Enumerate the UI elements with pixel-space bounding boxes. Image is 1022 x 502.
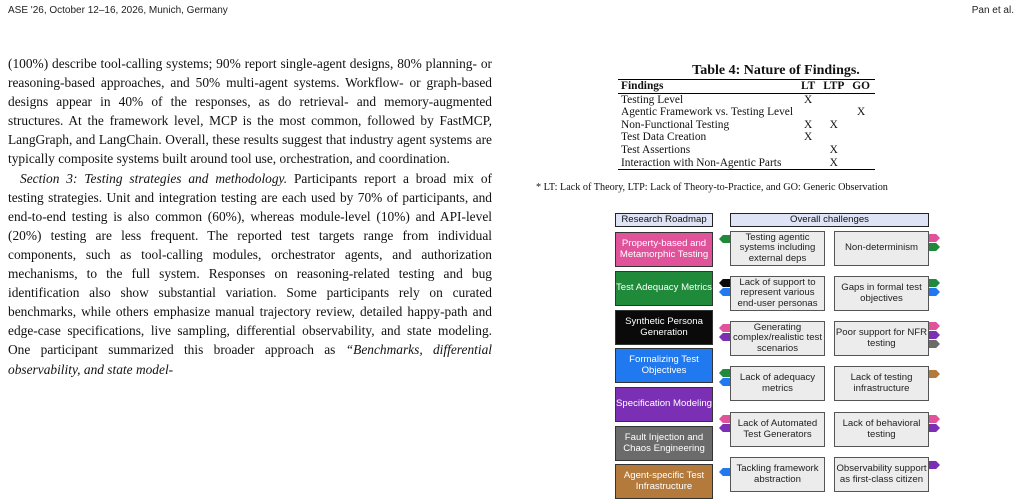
table-header-row	[618, 80, 875, 94]
cell-ltp: X	[829, 143, 838, 156]
finding-name: Testing Level	[621, 93, 684, 106]
cell-lt: X	[803, 131, 813, 144]
tag-marker-formalizing-objectives	[719, 378, 730, 386]
cell-ltp: X	[829, 118, 838, 131]
tag-marker-property-based	[929, 322, 940, 330]
table-row	[618, 157, 875, 170]
tag-marker-specification-modeling	[929, 424, 940, 432]
cell-lt: X	[803, 93, 813, 106]
left-text-column	[8, 54, 492, 379]
tag-marker-test-adequacy	[929, 243, 940, 251]
challenge-non-determinism: Non-determinism	[834, 231, 929, 266]
cell-ltp	[820, 131, 849, 144]
cell-lt	[798, 106, 820, 119]
tag-marker-property-based	[929, 234, 940, 242]
tag-marker-property-based	[719, 324, 730, 332]
tag-marker-specification-modeling	[929, 461, 940, 469]
tag-marker-specification-modeling	[929, 331, 940, 339]
finding-name: Test Data Creation	[621, 131, 707, 144]
finding-name: Agentic Framework vs. Testing Level	[621, 106, 794, 119]
challenge-adequacy-metrics: Lack of adequacy metrics	[730, 366, 825, 401]
tag-marker-formalizing-objectives	[719, 468, 730, 476]
cell-lt	[798, 157, 820, 170]
roadmap-item-test-adequacy-metrics: Test Adequacy Metrics	[615, 271, 713, 306]
tag-marker-formalizing-objectives	[719, 288, 730, 296]
paragraph-section3	[8, 169, 492, 379]
col-header-ltp: LTP	[820, 80, 849, 94]
tag-marker-property-based	[719, 415, 730, 423]
tag-marker-test-adequacy	[929, 279, 940, 287]
section3-text: Participants report a broad mix of testing strategies. Unit and integration testing are each used by 70% of participants, and end-to-end testing is also common (60%), whereas module-level (10%) and API-level (20%) testing are less frequent. The reported test targets range from individual components, such as tool-calling modules, orchestrator agents, and authorization mechanisms, to the full system. Responses on reasoning-related testing and bug identification also show substantial variation. Some participants rely on curated benchmarks, while others emphasize manual trajectory review, detailed happy-path and edge-case specifications, live sampling, differential observability, and state modeling. One participant summarized this broader approach as	[8, 170, 492, 358]
col-header-findings: Findings	[618, 80, 798, 94]
running-header-authors: Pan et al.	[971, 5, 1014, 16]
tag-marker-property-based	[929, 415, 940, 423]
roadmap-item-property-based-testing: Property-based and Metamorphic Testing	[615, 232, 713, 267]
running-header-venue: ASE '26, October 12–16, 2026, Munich, Germany	[8, 5, 228, 16]
tag-marker-test-adequacy	[719, 369, 730, 377]
table-row	[618, 144, 875, 157]
table4-caption: Table 4: Nature of Findings.	[692, 63, 860, 78]
cell-go	[849, 119, 875, 132]
cell-lt: X	[803, 118, 813, 131]
challenge-formal-objectives: Gaps in formal test objectives	[834, 276, 929, 311]
table-row	[618, 119, 875, 132]
challenge-end-user-personas: Lack of support to represent various end-user personas	[730, 276, 825, 311]
tag-marker-specification-modeling	[719, 424, 730, 432]
tag-marker-synthetic-persona	[719, 279, 730, 287]
cell-go: X	[857, 106, 866, 119]
cell-go	[849, 144, 875, 157]
challenge-nfr-testing: Poor support for NFR testing	[834, 321, 929, 356]
challenge-external-deps: Testing agentic systems including external deps	[730, 231, 825, 266]
section3-heading: Section 3: Testing strategies and methodology.	[20, 170, 288, 186]
challenge-framework-abstraction: Tackling framework abstraction	[730, 457, 825, 492]
cell-go	[849, 131, 875, 144]
cell-ltp	[820, 93, 849, 106]
participant-quote: “Benchmarks, differential observability, and state model-	[8, 342, 492, 377]
challenge-observability: Observability support as first-class citizen	[834, 457, 929, 492]
roadmap-item-synthetic-persona: Synthetic Persona Generation	[615, 310, 713, 345]
roadmap-item-specification-modeling: Specification Modeling	[615, 387, 713, 422]
col-header-go: GO	[849, 80, 875, 94]
challenge-test-generators: Lack of Automated Test Generators	[730, 412, 825, 447]
finding-name: Non-Functional Testing	[621, 118, 730, 131]
table-row	[618, 93, 875, 106]
cell-ltp	[820, 106, 849, 119]
challenge-testing-infrastructure: Lack of testing infrastructure	[834, 366, 929, 401]
cell-go	[849, 157, 875, 170]
table-row	[618, 131, 875, 144]
roadmap-item-fault-injection: Fault Injection and Chaos Engineering	[615, 426, 713, 461]
table-row	[618, 106, 875, 119]
tag-marker-agent-infrastructure	[929, 370, 940, 378]
challenges-header: Overall challenges	[730, 213, 929, 227]
tag-marker-test-adequacy	[719, 235, 730, 243]
cell-ltp: X	[820, 157, 849, 170]
tag-marker-formalizing-objectives	[929, 288, 940, 296]
col-header-lt: LT	[798, 80, 820, 94]
tag-marker-specification-modeling	[719, 333, 730, 341]
cell-go	[849, 93, 875, 106]
challenge-test-scenarios: Generating complex/realistic test scenarios	[730, 321, 825, 356]
finding-name: Test Assertions	[621, 143, 691, 156]
table4-nature-of-findings	[618, 79, 875, 170]
roadmap-header: Research Roadmap	[615, 213, 713, 227]
finding-name: Interaction with Non-Agentic Parts	[618, 157, 798, 170]
tag-marker-fault-injection	[929, 340, 940, 348]
cell-lt	[798, 144, 820, 157]
table4-footnote: * LT: Lack of Theory, LTP: Lack of Theory-to-Practice, and GO: Generic Observation	[536, 182, 888, 193]
paragraph-agent-architectures: (100%) describe tool-calling systems; 90% report single-agent designs, 80% planning- or reasoning-based approaches, and 50% multi-agent systems. Workflow- or graph-based designs appear in 40% of the responses, as do retrieval- and memory-augmented structures. At the framework level, MCP is the most common, followed by FastMCP, LangGraph, and LangChain. Overall, these results suggest that industry agent systems are typically composite systems built around tool use, orchestration, and coordination.	[8, 56, 492, 167]
challenge-behavioral-testing: Lack of behavioral testing	[834, 412, 929, 447]
roadmap-item-agent-infrastructure: Agent-specific Test Infrastructure	[615, 464, 713, 499]
roadmap-item-formalizing-objectives: Formalizing Test Objectives	[615, 348, 713, 383]
